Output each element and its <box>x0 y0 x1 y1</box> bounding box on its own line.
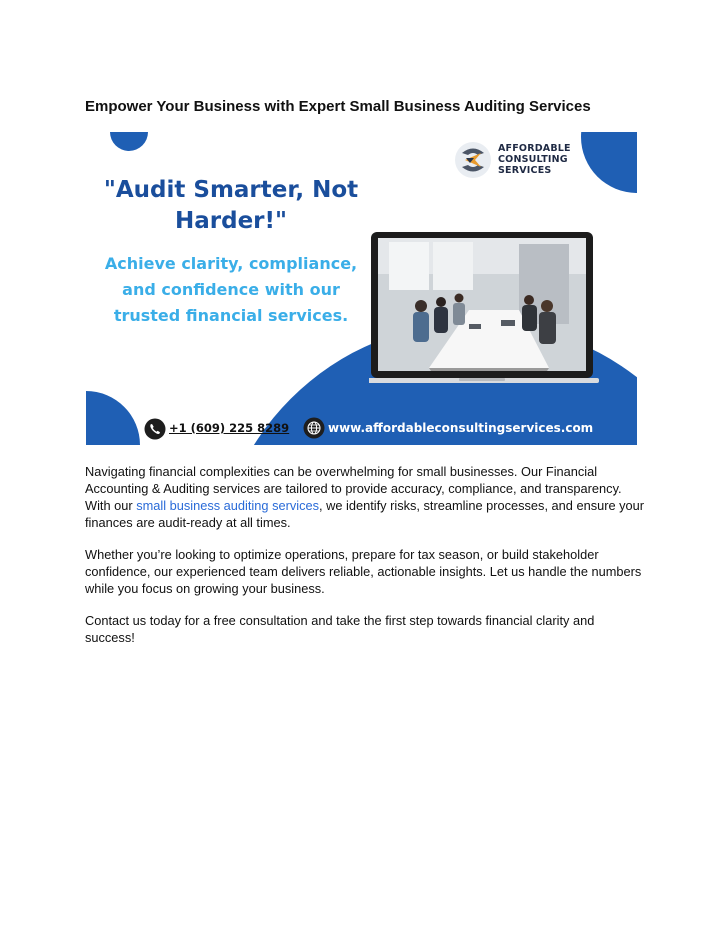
promo-banner <box>86 132 637 445</box>
headline-line-1: "Audit Smarter, Not <box>103 177 359 203</box>
banner-headline <box>86 175 376 237</box>
logo-mark-icon <box>454 141 492 179</box>
cta-paragraph: Contact us today for a free consultation and take the first step towards financial clarity and success! <box>85 613 595 645</box>
globe-icon <box>303 417 325 439</box>
phone-icon <box>144 418 166 440</box>
headline-line-2: Harder!" <box>175 208 287 234</box>
logo-text: AFFORDABLE CONSULTING SERVICES <box>498 143 571 176</box>
website-url[interactable]: www.affordableconsultingservices.com <box>328 421 594 435</box>
intro-paragraph: Navigating financial complexities can be overwhelming for small businesses. Our Financial Accounting & Auditing services are tailored to provide accuracy, compliance, and transparency. With our small business auditing services, we identify risks, streamline processes, and ensure your finances are audit-ready at all times. <box>85 464 645 530</box>
benefits-paragraph: Whether you’re looking to optimize operations, prepare for tax season, or build stakeholder confidence, our experienced team delivers reliable, actionable insights. Let us handle the numbers while you focus on growing your business. <box>85 547 642 596</box>
subline-line-3: trusted financial services. <box>113 306 349 325</box>
laptop-photo <box>369 228 604 386</box>
company-logo <box>454 138 584 184</box>
page-title: Empower Your Business with Expert Small Business Auditing Services <box>85 98 591 115</box>
subline-line-2: and confidence with our <box>122 280 340 299</box>
subline-line-1: Achieve clarity, compliance, <box>104 254 358 273</box>
banner-subline <box>86 251 376 329</box>
phone-number[interactable]: +1 (609) 225 8289 <box>169 421 290 435</box>
auditing-services-link[interactable]: small business auditing services <box>136 498 319 513</box>
